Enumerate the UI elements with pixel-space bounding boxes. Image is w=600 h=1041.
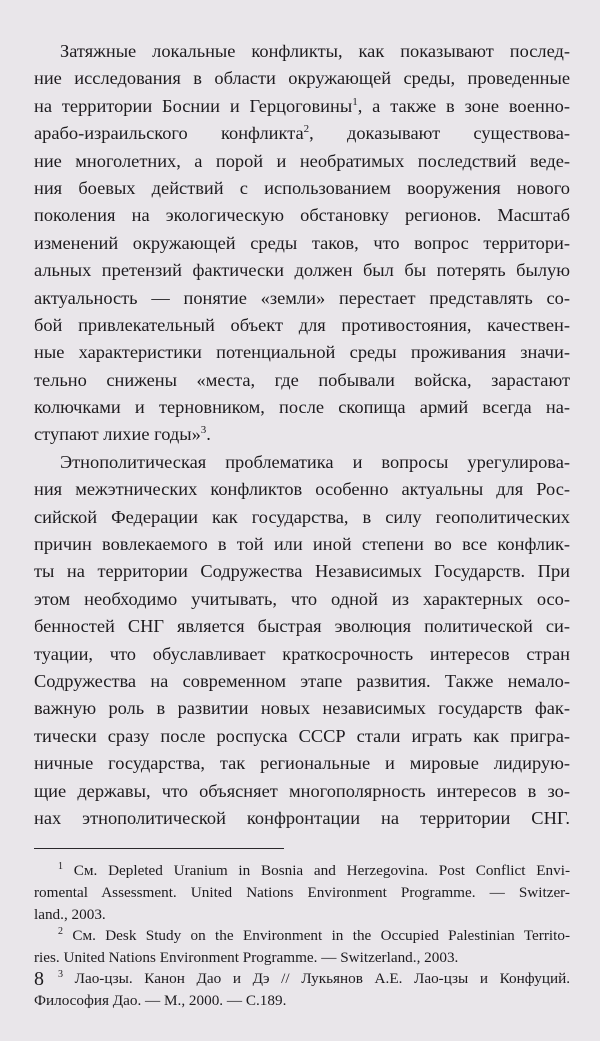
text-fragment: на территории Боснии и Герцоговины [34, 95, 353, 116]
text-line: тически сразу после роспуска СССР стали играть как пригра- [34, 725, 570, 746]
text-fragment: арабо-израильского конфликта [34, 123, 304, 144]
text-line: тельно снижены «места, где побывали войска, зарастают [34, 369, 570, 390]
text-fragment: , а также в зоне военно- [357, 95, 570, 116]
footnote-line [34, 925, 570, 947]
text-line: важную роль в развитии новых независимых государств фак- [34, 698, 570, 719]
text-line: Затяжные локальные конфликты, как показывают послед- [60, 41, 570, 61]
footnote-line: land., 2003. [34, 905, 106, 923]
text-line: актуальность — понятие «земли» перестает представлять со- [34, 287, 570, 308]
page-content [34, 38, 570, 1011]
text-fragment: , доказывают существова- [309, 123, 570, 144]
text-line: сийской Федерации как государства, в силу геополитических [34, 506, 570, 527]
footnote-text: Лао-цзы. Канон Дао и Дэ // Лукьянов А.Е. Лао-цзы и Конфуций. [74, 970, 571, 988]
footnote-ref[interactable]: 2 [303, 123, 310, 136]
footnote-ref[interactable]: 3 [200, 424, 207, 437]
footnote-line [34, 968, 570, 990]
text-line: альных претензий фактически должен был бы потерять былую [34, 260, 570, 281]
footnote-2 [34, 925, 570, 968]
text-line: поколения на экологическую обстановку регионов. Масштаб [34, 205, 570, 226]
page-number: 8 [34, 968, 44, 990]
footnote-1 [34, 860, 570, 925]
footnote-line: romental Assessment. United Nations Environment Programme. — Switzer- [34, 883, 570, 901]
footnotes [34, 860, 570, 1011]
footnote-number: 1 [58, 861, 63, 873]
footnote-divider [34, 848, 284, 849]
text-line: Этнополитическая проблематика и вопросы урегулирова- [60, 451, 570, 472]
text-line: ние многолетних, а порой и необратимых последствий веде- [34, 150, 570, 171]
footnote-number: 3 [58, 969, 63, 981]
text-line: туации, что обуславливает краткосрочность интересов стран [34, 643, 570, 664]
text-line: щие державы, что объясняет многополярность интересов в зо- [34, 780, 570, 801]
footnote-3 [34, 968, 570, 1011]
text-line: ние исследования в области окружающей среды, проведенные [34, 68, 570, 89]
footnote-line: Философия Дао. — М., 2000. — С.189. [34, 991, 287, 1009]
text-line [34, 120, 570, 147]
text-line: бой привлекательный объект для противостояния, качествен- [34, 314, 570, 335]
text-line: ния боевых действий с использованием вооружения нового [34, 177, 570, 198]
text-line: этом необходимо учитывать, что одной из характерных осо- [34, 588, 570, 609]
text-line: ния межэтнических конфликтов особенно актуальны для Рос- [34, 479, 570, 500]
text-line: Содружества на современном этапе развития. Также немало- [34, 670, 570, 691]
text-line: нах этнополитической конфронтации на территории СНГ. [34, 807, 570, 828]
paragraph-2 [34, 449, 570, 832]
text-fragment: ступают лихие годы» [34, 424, 201, 445]
text-line [34, 93, 570, 120]
footnote-text: См. Desk Study on the Environment in the Occupied Palestinian Territo- [72, 927, 570, 945]
text-line: бенностей СНГ является быстрая эволюция политической си- [34, 616, 570, 637]
footnote-number: 2 [58, 926, 63, 938]
text-line: причин вовлекаемого в той или иной степени во все конфлик- [34, 534, 570, 555]
footnote-line: ries. United Nations Environment Programme. — Switzerland., 2003. [34, 948, 459, 966]
footnote-text: См. Depleted Uranium in Bosnia and Herzegovina. Post Conflict Envi- [73, 862, 570, 880]
text-line: изменений окружающей среды таков, что вопрос территори- [34, 232, 570, 253]
footnote-line [34, 860, 570, 882]
text-line: ступают лихие годы»$^3$. [34, 424, 211, 445]
text-line: ные характеристики потенциальной среды проживания значи- [34, 342, 570, 363]
text-line: колючками и терновником, после скопища армий всегда на- [34, 397, 570, 418]
paragraph-1 [34, 38, 570, 449]
text-line: ничные государства, так региональные и мировые лидирую- [34, 753, 570, 774]
footnote-ref[interactable]: 1 [352, 95, 358, 108]
text-line: ты на территории Содружества Независимых Государств. При [34, 561, 570, 582]
